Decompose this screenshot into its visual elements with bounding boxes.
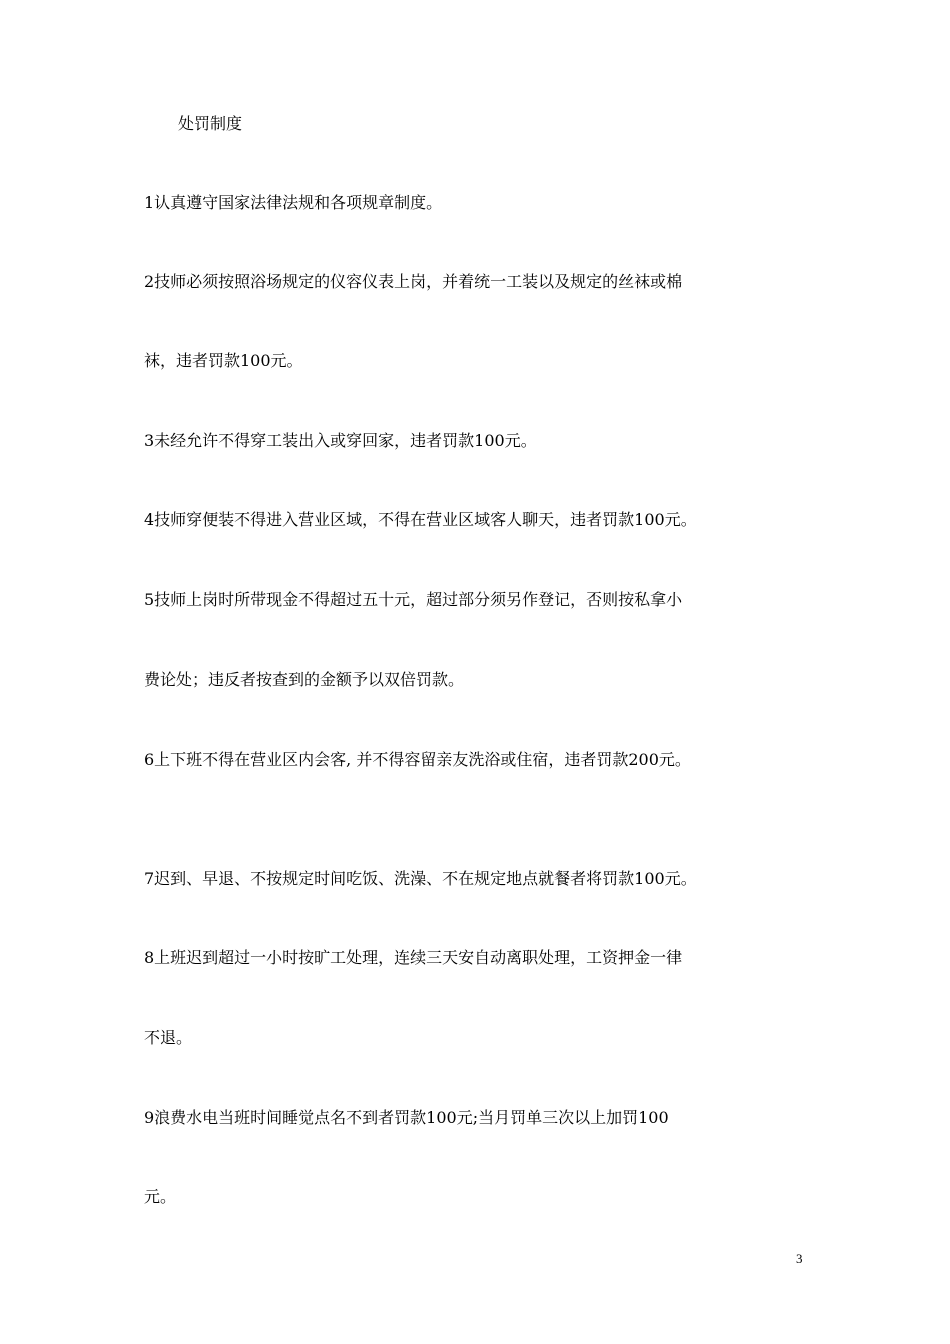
rule-line-7: 7迟到、早退、不按规定时间吃饭、洗澡、不在规定地点就餐者将罚款100元。 [144, 869, 697, 888]
rule-line-5: 5技师上岗时所带现金不得超过五十元，超过部分须另作登记，否则按私拿小 [144, 590, 683, 609]
rule-line-3: 3未经允许不得穿工装出入或穿回家，违者罚款100元。 [144, 431, 537, 450]
rule-line-9-continued: 元。 [144, 1187, 177, 1206]
rule-line-8: 8上班迟到超过一小时按旷工处理，连续三天安自动离职处理，工资押金一律 [144, 948, 683, 967]
rule-line-9: 9浪费水电当班时间睡觉点名不到者罚款100元;当月罚单三次以上加罚100 [144, 1108, 669, 1127]
rule-line-5-continued: 费论处；违反者按查到的金额予以双倍罚款。 [144, 670, 465, 689]
rule-line-8-continued: 不退。 [144, 1028, 193, 1047]
rule-line-2: 2技师必须按照浴场规定的仪容仪表上岗，并着统一工装以及规定的丝袜或棉 [144, 272, 683, 291]
document-title: 处罚制度 [178, 114, 243, 133]
page-number: 3 [796, 1251, 803, 1266]
rule-line-1: 1认真遵守国家法律法规和各项规章制度。 [144, 193, 443, 212]
rule-line-2-continued: 袜，违者罚款100元。 [144, 351, 303, 370]
rule-line-4: 4技师穿便装不得进入营业区域，不得在营业区域客人聊天，违者罚款100元。 [144, 510, 697, 529]
rule-line-6: 6上下班不得在营业区内会客, 并不得容留亲友洗浴或住宿，违者罚款200元。 [144, 750, 691, 769]
